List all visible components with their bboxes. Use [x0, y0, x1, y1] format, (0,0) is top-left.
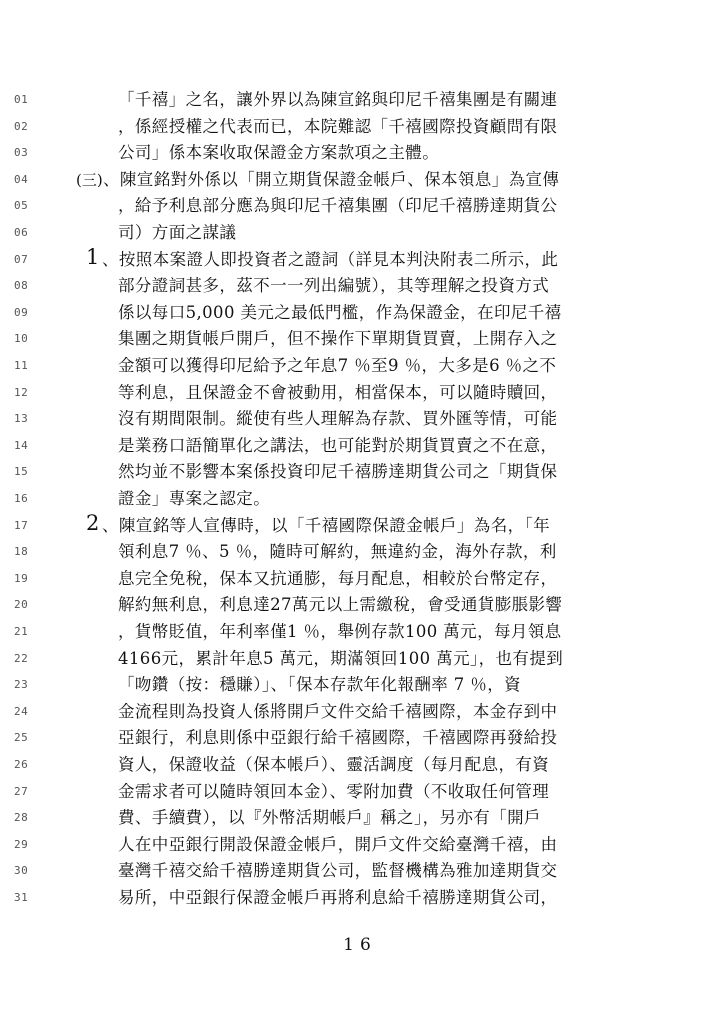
line-number: 12: [14, 385, 29, 399]
line-text: 係以每口5,000 美元之最低門檻，作為保證金，在印尼千禧: [118, 302, 562, 322]
document-line: [0, 592, 720, 618]
document-line: [0, 539, 720, 565]
document-line: [0, 380, 720, 406]
line-text: 、陳宣銘對外係以「開立期貨保證金帳戶、保本領息」為宣傳: [103, 169, 560, 189]
document-line: [0, 752, 720, 778]
section-marker: (三): [76, 170, 103, 189]
line-text: 易所，中亞銀行保證金帳戶再將利息給千禧勝達期貨公司，: [118, 888, 558, 907]
line-text: 息完全免稅，保本又抗通膨，每月配息，相較於台幣定存，: [118, 568, 558, 588]
line-text: 金額可以獲得印尼給予之年息7 ％至9 ％，大多是6 ％之不: [118, 356, 557, 375]
line-text: ，給予利息部分應為與印尼千禧集團（印尼千禧勝達期貨公: [118, 196, 558, 216]
document-line: [0, 140, 720, 166]
line-text: 公司」係本案收取保證金方案款項之主體。: [118, 143, 440, 163]
document-line: [0, 805, 720, 831]
line-number: 23: [14, 678, 29, 692]
line-number: 18: [14, 545, 29, 559]
document-line: [0, 779, 720, 805]
line-number: 13: [14, 412, 29, 426]
line-text: 是業務口語簡單化之講法，也可能對於期貨買賣之不在意，: [118, 435, 558, 455]
document-line: [0, 646, 720, 672]
line-text: 部分證詞甚多，茲不一一列出編號），其等理解之投資方式: [118, 276, 550, 296]
line-text: 、陳宣銘等人宣傳時，以「千禧國際保證金帳戶」為名，「年: [102, 515, 551, 535]
section-marker: 2: [86, 510, 100, 535]
document-line: [0, 459, 720, 485]
line-text: 集團之期貨帳戶開戶，但不操作下單期貨買賣，上開存入之: [118, 329, 558, 349]
line-number: 27: [14, 784, 29, 798]
line-text: 金需求者可以隨時領回本金）、零附加費（不收取任何管理: [118, 781, 550, 801]
document-line: [0, 510, 720, 539]
document-line: [0, 406, 720, 432]
document-line: [0, 486, 720, 512]
document-line: [0, 244, 720, 273]
document-line: [0, 725, 720, 751]
page-number: 16: [343, 935, 377, 955]
line-text: 費、手續費），以『外幣活期帳戶』稱之」，另亦有「開戶: [118, 808, 541, 828]
document-line: [0, 87, 720, 113]
section-marker: 1: [86, 244, 100, 269]
line-number: 30: [14, 864, 29, 878]
line-text: 臺灣千禧交給千禧勝達期貨公司，監督機構為雅加達期貨交: [118, 861, 558, 881]
line-number: 06: [14, 226, 29, 239]
document-line: [0, 326, 720, 352]
line-text: 人在中亞銀行開設保證金帳戶，開戶文件交給臺灣千禧，由: [118, 834, 558, 854]
line-number: 25: [14, 731, 29, 745]
document-line: [0, 619, 720, 645]
line-number: 01: [14, 93, 29, 106]
line-text: 領利息7 ％、5 ％，隨時可解約，無違約金，海外存款，利: [118, 542, 557, 562]
line-number: 21: [14, 625, 29, 638]
line-number: 10: [14, 332, 29, 346]
line-text: 「吻鑽（按：穩賺）」、「保本存款年化報酬率 7 ％，資: [118, 675, 522, 695]
document-line: [0, 566, 720, 592]
document-line: [0, 193, 720, 219]
line-number: 29: [14, 837, 29, 851]
line-number: 31: [14, 891, 29, 904]
document-line: [0, 167, 720, 193]
line-text: 「千禧」之名，讓外界以為陳宣銘與印尼千禧集團是有關連: [118, 90, 558, 109]
line-number: 24: [14, 704, 29, 718]
line-number: 15: [14, 465, 29, 479]
line-number: 19: [14, 571, 29, 585]
line-text: 亞銀行，利息則係中亞銀行給千禧國際，千禧國際再發給投: [118, 728, 558, 748]
line-number: 28: [14, 811, 29, 825]
line-number: 20: [14, 598, 29, 612]
line-text: ，係經授權之代表而已，本院難認「千禧國際投資顧問有限: [118, 116, 558, 136]
line-number: 05: [14, 199, 29, 213]
line-number: 07: [14, 252, 29, 266]
line-number: 09: [14, 305, 29, 319]
line-text: 證金」專案之認定。: [118, 489, 271, 508]
line-number: 17: [14, 518, 29, 532]
line-number: 11: [14, 359, 29, 372]
line-text: 等利息，且保證金不會被動用，相當保本，可以隨時贖回，: [118, 382, 558, 402]
document-line: [0, 220, 720, 246]
line-number: 16: [14, 492, 29, 505]
line-text: 4166元，累計年息5 萬元，期滿領回100 萬元」，也有提到: [118, 648, 564, 668]
line-number: 04: [14, 172, 29, 186]
line-text: 、按照本案證人即投資者之證詞（詳見本判決附表二所示，此: [102, 249, 559, 269]
line-text: 金流程則為投資人係將開戶文件交給千禧國際，本金存到中: [118, 701, 558, 721]
line-text: 解約無利息，利息達27萬元以上需繳稅，會受通貨膨脹影響: [118, 595, 563, 615]
line-text: 沒有期間限制。縱使有些人理解為存款、買外匯等情，可能: [118, 409, 558, 429]
document-line: [0, 672, 720, 698]
line-number: 02: [14, 119, 29, 133]
document-line: [0, 114, 720, 140]
line-text: 然均並不影響本案係投資印尼千禧勝達期貨公司之「期貨保: [118, 462, 558, 482]
line-number: 14: [14, 438, 29, 452]
document-line: [0, 353, 720, 379]
document-line: [0, 273, 720, 299]
document-line: [0, 885, 720, 911]
document-line: [0, 433, 720, 459]
line-text: ，貨幣貶值，年利率僅1 ％，舉例存款100 萬元，每月領息: [118, 622, 562, 641]
line-number: 26: [14, 758, 29, 771]
document-line: [0, 832, 720, 858]
document-line: [0, 699, 720, 725]
line-text: 資人，保證收益（保本帳戶）、靈活調度（每月配息，有資: [118, 755, 550, 774]
line-text: 司）方面之謀議: [118, 223, 237, 242]
document-line: [0, 858, 720, 884]
line-number: 22: [14, 651, 29, 665]
line-number: 03: [14, 146, 29, 160]
line-number: 08: [14, 279, 29, 293]
document-line: [0, 300, 720, 326]
